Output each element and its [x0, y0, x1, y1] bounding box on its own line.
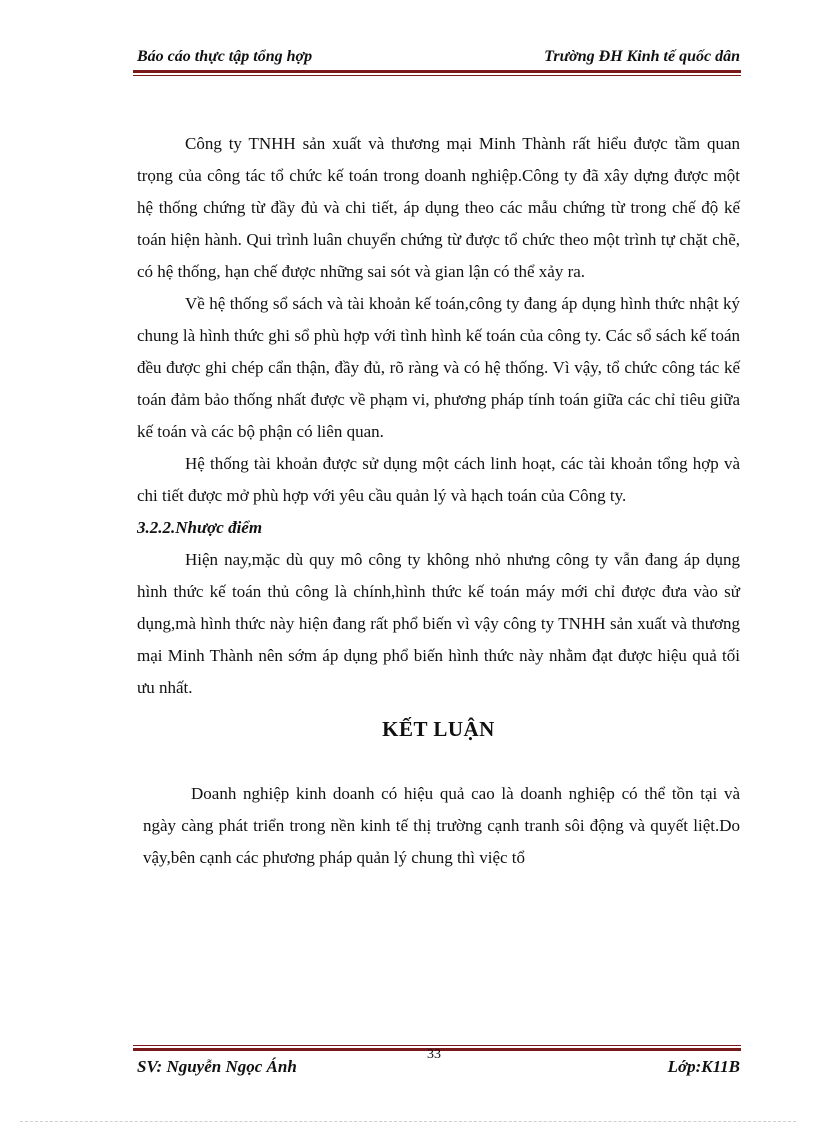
header-university: Trường ĐH Kinh tế quốc dân: [544, 48, 740, 65]
page-number: 33: [427, 1047, 441, 1062]
page-break-line: [20, 1121, 796, 1122]
header-rule-thin: [133, 75, 741, 76]
section-heading: 3.2.2.Nhược điểm: [137, 518, 263, 537]
paragraph-4: Hiện nay,mặc dù quy mô công ty không nhỏ nhưng công ty vẫn đang áp dụng hình thức kế toán thủ công là chính,hình thức kế toán máy mới chỉ được đưa vào sử dụng,mà hình thức này hiện đang rất phổ biến vì vậy công ty TNHH sản xuất và thương mại Minh Thành nên sớm áp dụng phổ biến hình thức này nhằm đạt được hiệu quả tối ưu nhất.: [137, 550, 740, 697]
page-header: [137, 48, 740, 70]
footer-student-name: SV: Nguyễn Ngọc Ánh: [137, 1057, 297, 1076]
footer-class: Lớp:K11B: [667, 1057, 740, 1076]
page-body: [137, 128, 740, 874]
page-footer: [137, 1047, 740, 1077]
header-rule-thick: [133, 70, 741, 73]
conclusion-title: KẾT LUẬN: [382, 717, 495, 741]
footer-rule-thin: [133, 1045, 741, 1046]
paragraph-2: Về hệ thống sổ sách và tài khoản kế toán,công ty đang áp dụng hình thức nhật ký chung là hình thức ghi sổ phù hợp với tình hình kế toán của công ty. Các sổ sách kế toán đều được ghi chép cẩn thận, đầy đủ, rõ ràng và có hệ thống. Vì vậy, tổ chức công tác kế toán đảm bảo thống nhất được về phạm vi, phương pháp tính toán giữa các chỉ tiêu giữa kế toán và các bộ phận có liên quan.: [137, 294, 740, 441]
header-report-title: Báo cáo thực tập tổng hợp: [137, 48, 313, 65]
paragraph-3: Hệ thống tài khoản được sử dụng một cách linh hoạt, các tài khoản tổng hợp và chi tiết được mở phù hợp với yêu cầu quản lý và hạch toán của Công ty.: [137, 454, 740, 505]
paragraph-1: Công ty TNHH sản xuất và thương mại Minh Thành rất hiểu được tầm quan trọng của công tác tổ chức kế toán trong doanh nghiệp.Công ty đã xây dựng được một hệ thống chứng từ đầy đủ và chi tiết, áp dụng theo các mẫu chứng từ trong chế độ kế toán hiện hành. Qui trình luân chuyển chứng từ được tổ chức theo một trình tự chặt chẽ, có hệ thống, hạn chế được những sai sót và gian lận có thể xảy ra.: [137, 134, 740, 281]
paragraph-5: Doanh nghiệp kinh doanh có hiệu quả cao là doanh nghiệp có thể tồn tại và ngày càng phát triển trong nền kinh tế thị trường cạnh tranh sôi động và quyết liệt.Do vậy,bên cạnh các phương pháp quản lý chung thì việc tổ: [143, 784, 740, 867]
